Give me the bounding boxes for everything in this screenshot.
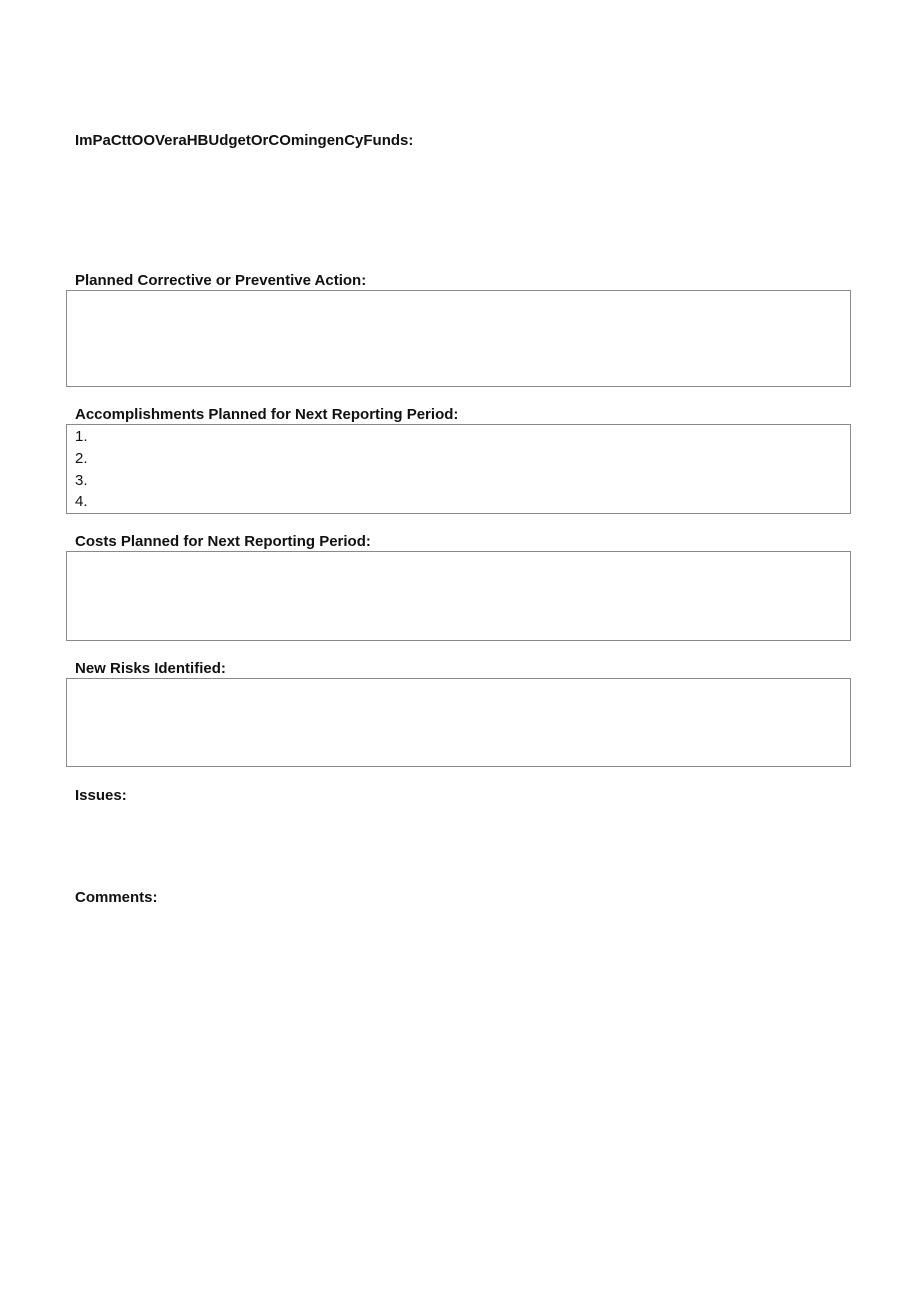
accomplishments-field[interactable] bbox=[66, 424, 851, 514]
list-item: 4. bbox=[75, 493, 88, 510]
accomplishments-label: Accomplishments Planned for Next Reporting Period: bbox=[75, 406, 459, 423]
list-item: 1. bbox=[75, 428, 88, 445]
new-risks-field[interactable] bbox=[66, 678, 851, 767]
corrective-action-label: Planned Corrective or Preventive Action: bbox=[75, 272, 367, 289]
corrective-action-field[interactable] bbox=[66, 290, 851, 387]
issues-label: Issues: bbox=[75, 787, 127, 804]
impact-budget-label: ImPaCttOOVeraHBUdgetOrCOmingenCyFunds: bbox=[75, 132, 414, 149]
costs-field[interactable] bbox=[66, 551, 851, 641]
comments-label: Comments: bbox=[75, 889, 158, 906]
list-item: 3. bbox=[75, 472, 88, 489]
new-risks-label: New Risks Identified: bbox=[75, 660, 226, 677]
list-item: 2. bbox=[75, 450, 88, 467]
costs-label: Costs Planned for Next Reporting Period: bbox=[75, 533, 371, 550]
